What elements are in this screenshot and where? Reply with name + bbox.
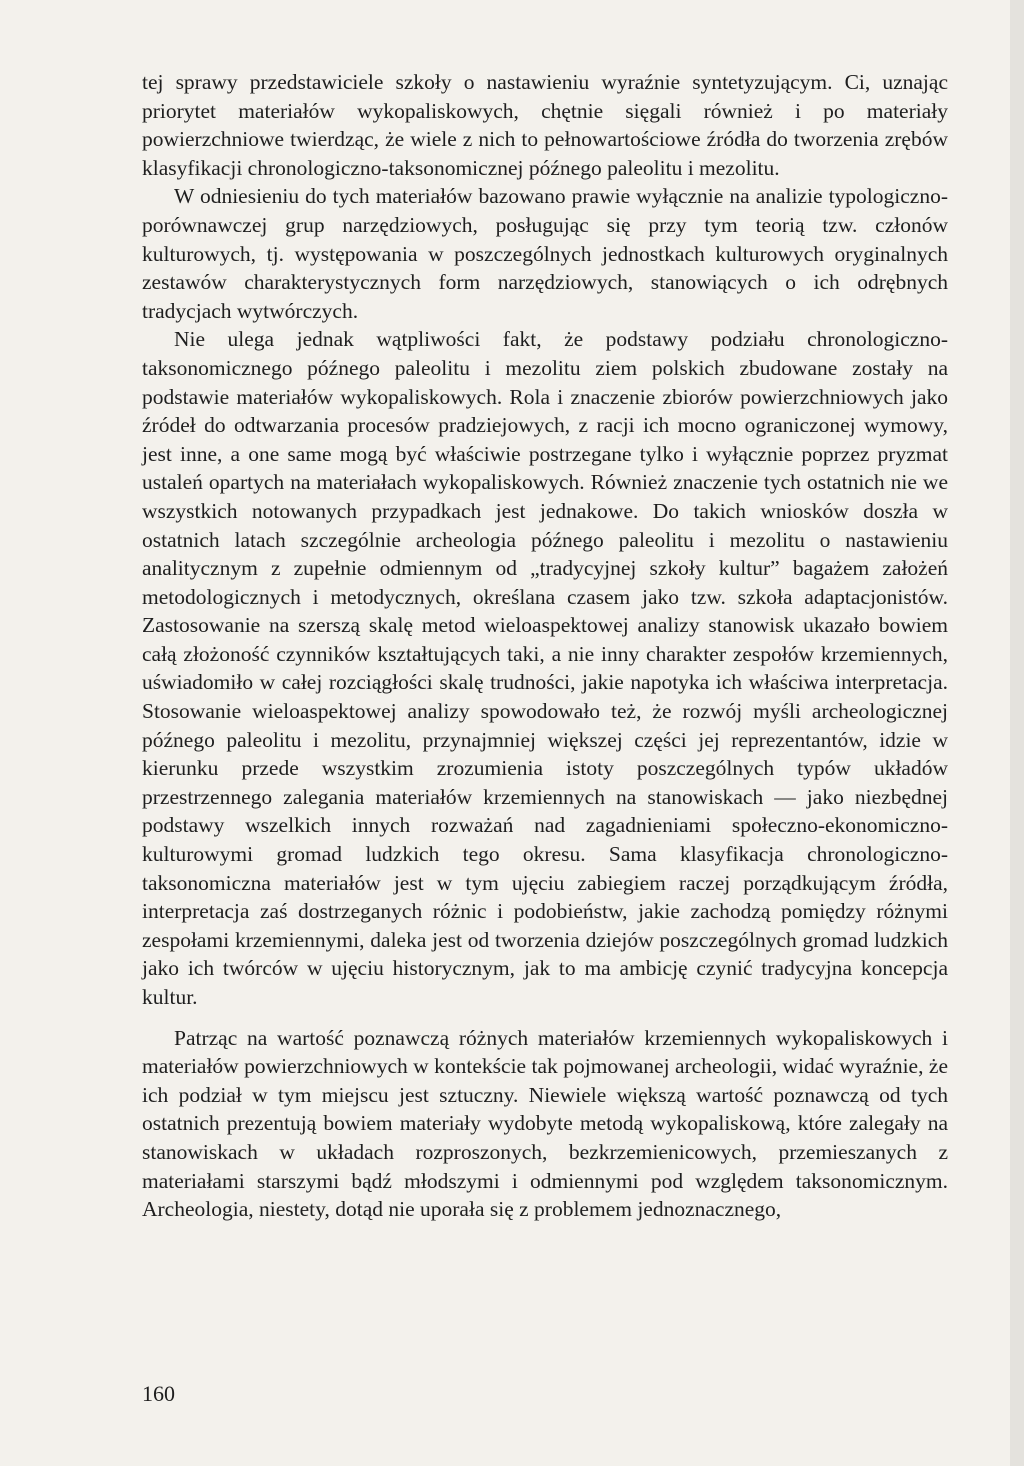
paragraph-4: Patrząc na wartość poznawczą różnych materiałów krzemiennych wykopaliskowych i materiałów powierzchniowych w kontekście tak pojmowanej archeologii, widać wyraźnie, że ich podział w tym miejscu jest sztuczny. Niewiele większą wartość poznawczą od tych ostatnich prezentują bowiem materiały wydobyte metodą wykopaliskową, które zalegały na stanowiskach w układach rozproszonych, bezkrzemienicowych, przemieszanych z materiałami starszymi bądź młodszymi i odmiennymi pod względem taksonomicznym. Archeologia, niestety, dotąd nie uporała się z problemem jednoznacznego, (142, 1025, 948, 1222)
scan-edge (1010, 0, 1024, 1466)
paragraph-3: Nie ulega jednak wątpliwości fakt, że podstawy podziału chronologiczno-taksonomicznego późnego paleolitu i mezolitu ziem polskich zbudowane zostały na podstawie materiałów wykopaliskowych. Rola i znaczenie zbiorów powierzchniowych jako źródeł do odtwarzania procesów pradziejowych, z racji ich mocno ograniczonej wymowy, jest inne, a one same mogą być właściwie postrzegane tylko i wyłącznie poprzez pryzmat ustaleń opartych na materiałach wykopaliskowych. Również znaczenie tych ostatnich nie we wszystkich notowanych przypadkach jest jednakowe. Do takich wniosków doszła w ostatnich latach szczególnie archeologia późnego paleolitu i mezolitu o nastawieniu analitycznym z zupełnie odmiennym od „tradycyjnej szkoły kultur” bagażem założeń metodologicznych i metodycznych, określana czasem jako tzw. szkoła adaptacjonistów. Zastosowanie na szerszą skalę metod wieloaspektowej analizy stanowisk ukazało bowiem całą złożoność czynników kształtujących taki, a nie inny charakter zespołów krzemiennych, uświadomiło w całej rozciągłości skalę trudności, jakie napotyka ich właściwa interpretacja. Stosowanie wieloaspektowej analizy spowodowało też, że rozwój myśli archeologicznej późnego paleolitu i mezolitu, przynajmniej większej części jej reprezentantów, idzie w kierunku przede wszystkim zrozumienia istoty poszczególnych typów układów przestrzennego zalegania materiałów krzemiennych na stanowiskach — jako niezbędnej podstawy wszelkich innych rozważań nad zagadnieniami społeczno-ekonomiczno-kulturowymi gromad ludzkich tego okresu. Sama klasyfikacja chronologiczno-taksonomiczna materiałów jest w tym ujęciu zabiegiem raczej porządkującym źródła, interpretacja zaś dostrzeganych różnic i podobieństw, jakie zachodzą pomiędzy różnymi zespołami krzemiennymi, daleka jest od tworzenia dziejów poszczególnych gromad ludzkich jako ich twórców w ujęciu historycznym, jak to ma ambicję czynić tradycyjna koncepcja kultur. (142, 327, 948, 1009)
body-text (142, 68, 948, 1224)
page-number: 160 (142, 1381, 175, 1406)
paragraph-2: W odniesieniu do tych materiałów bazowano prawie wyłącznie na analizie typologiczno-porównawczej grup narzędziowych, posługując się przy tym teorią tzw. członów kulturowych, tj. występowania w poszczególnych jednostkach kulturowych oryginalnych zestawów charakterystycznych form narzędziowych, stanowiących o ich odrębnych tradycjach wytwórczych. (142, 184, 948, 323)
paragraph-1: tej sprawy przedstawiciele szkoły o nastawieniu wyraźnie syntetyzującym. Ci, uznając priorytet materiałów wykopaliskowych, chętnie sięgali również i po materiały powierzchniowe twierdząc, że wiele z nich to pełnowartościowe źródła do tworzenia zrębów klasyfikacji chronologiczno-taksonomicznej późnego paleolitu i mezolitu. (142, 70, 948, 180)
